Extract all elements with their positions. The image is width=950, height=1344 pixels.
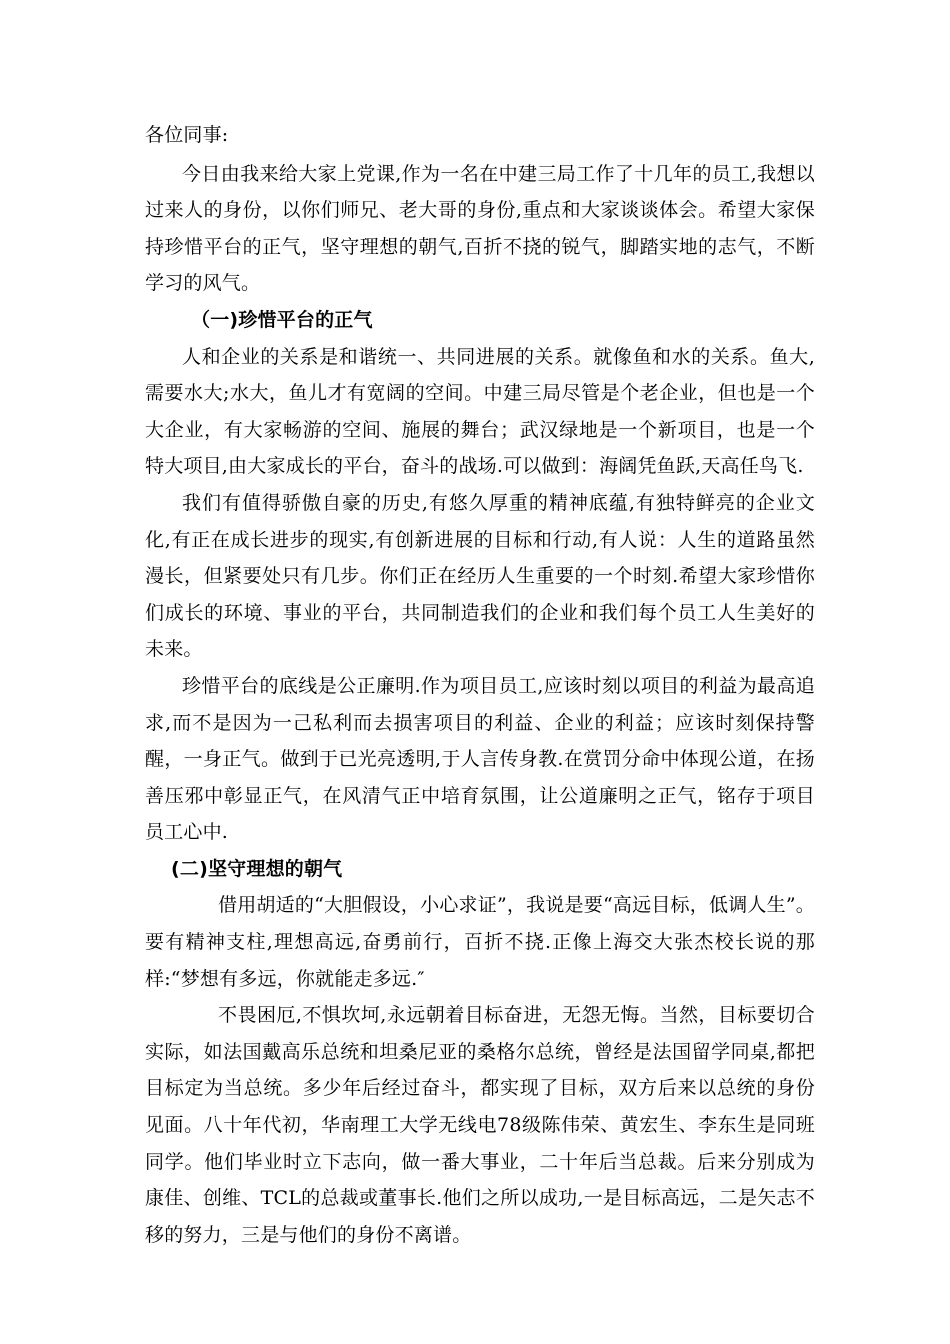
body-paragraph: 人和企业的关系是和谐统一、共同进展的关系。就像鱼和水的关系。鱼大,需要水大;水大，鱼儿才有宽阔的空间。中建三局尽管是个老企业，但也是一个大企业，有大家畅游的空间、施展的舞台；武汉绿地是一个新项目，也是一个特大项目,由大家成长的平台，奋斗的战场.可以做到：海阔凭鱼跃,天高任鸟飞. <box>145 345 815 478</box>
section-heading: (二)坚守理想的朝气 <box>171 857 343 880</box>
document-body <box>145 117 815 1253</box>
section-cherish-platform <box>145 302 815 851</box>
body-paragraph: 我们有值得骄傲自豪的历史,有悠久厚重的精神底蕴,有独特鲜亮的企业文化,有正在成长进步的现实,有创新进展的目标和行动,有人说：人生的道路虽然漫长，但紧要处只有几步。你们正在经历人生重要的一个时刻.希望大家珍惜你们成长的环境、事业的平台，共同制造我们的企业和我们每个员工人生美好的未来。 <box>145 491 815 661</box>
salutation: 各位同事: <box>145 124 229 146</box>
intro-paragraph: 今日由我来给大家上党课,作为一名在中建三局工作了十几年的员工,我想以过来人的身份，以你们师兄、老大哥的身份,重点和大家谈谈体会。希望大家保持珍惜平台的正气，坚守理想的朝气,百折不挠的锐气，脚踏实地的志气，不断学习的风气。 <box>145 162 815 295</box>
body-paragraph: 借用胡适的“大胆假设，小心求证”，我说是要“高远目标，低调人生”。要有精神支柱,理想高远,奋勇前行，百折不挠.正像上海交大张杰校长说的那样:“梦想有多远，你就能走多远.″ <box>145 894 815 990</box>
body-paragraph: 珍惜平台的底线是公正廉明.作为项目员工,应该时刻以项目的利益为最高追求,而不是因为一己私利而去损害项目的利益、企业的利益；应该时刻保持警醒，一身正气。做到于已光亮透明,于人言传身教.在赏罚分命中体现公道，在扬善压邪中彰显正气，在风清气正中培育氛围，让公道廉明之正气，铭存于项目员工心中. <box>145 674 815 844</box>
section-heading: （一)珍惜平台的正气 <box>191 308 373 331</box>
body-paragraph: 不畏困厄,不惧坎坷,永远朝着目标奋进，无怨无悔。当然，目标要切合实际，如法国戴高乐总统和坦桑尼亚的桑格尔总统，曾经是法国留学同桌,都把目标定为当总统。多少年后经过奋斗，都实现了目标，双方后来以总统的身份见面。八十年代初，华南理工大学无线电78级陈伟荣、黄宏生、李东生是同班同学。他们毕业时立下志向，做一番大事业，二十年后当总裁。后来分别成为康佳、创维、TCL的总裁或董事长.他们之所以成功,一是目标高远，二是矢志不移的努力，三是与他们的身份不离谱。 <box>145 1004 815 1246</box>
section-uphold-ideals <box>145 851 815 1254</box>
